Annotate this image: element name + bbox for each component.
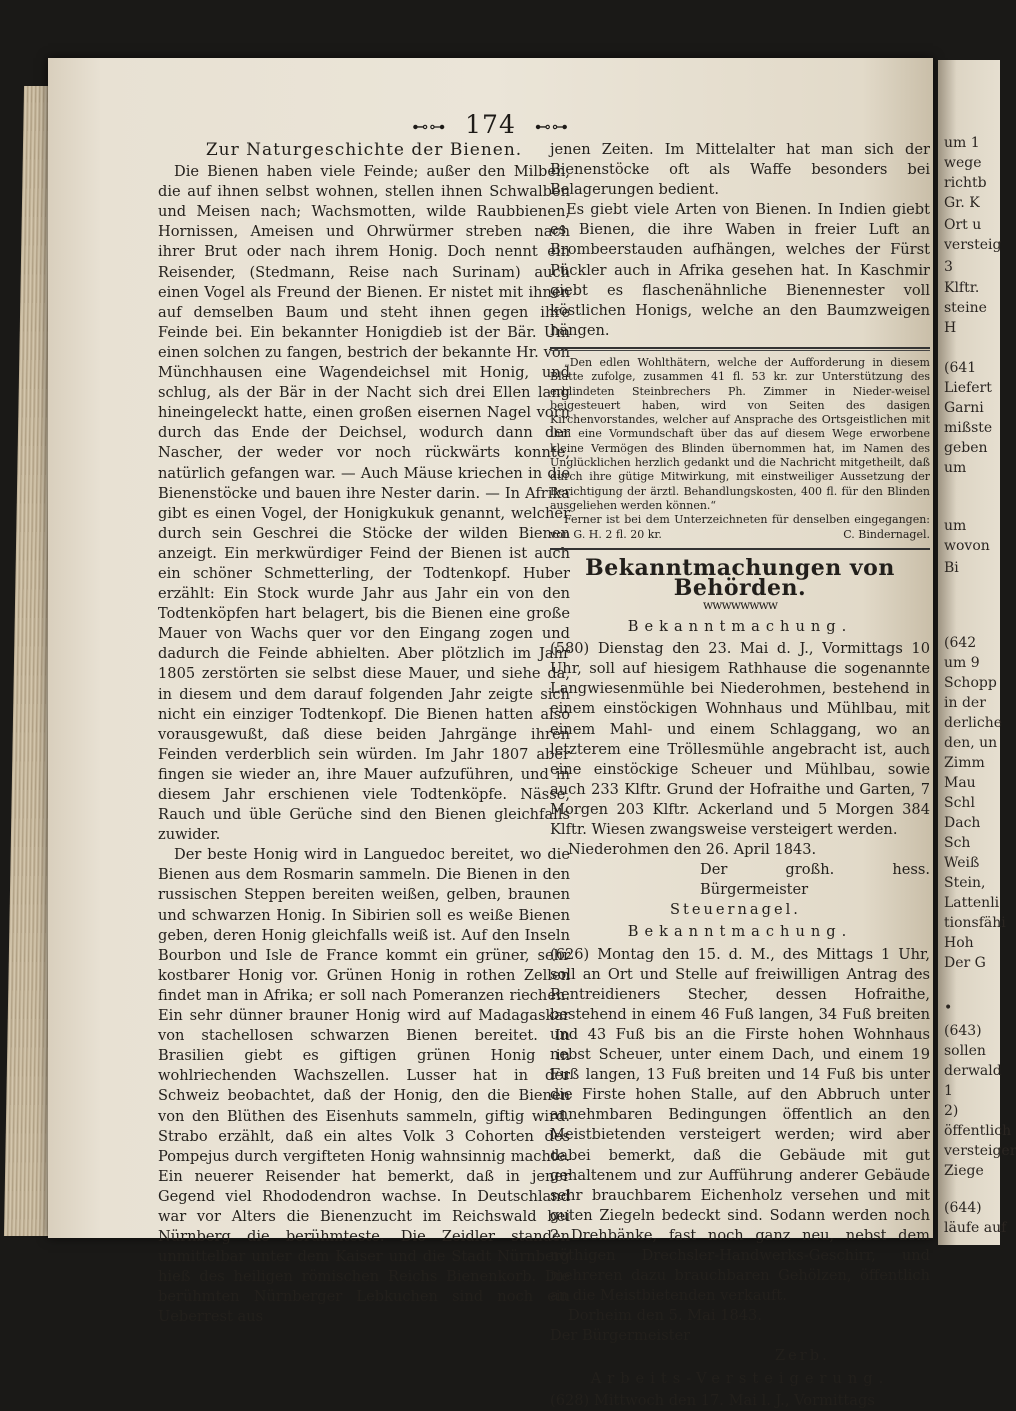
adjacent-page-fragment: Gr. K bbox=[944, 195, 980, 211]
announcement-place-date: Dorheim den 5. Mai 1843. bbox=[568, 1307, 762, 1325]
adjacent-page-fragment: Ziege bbox=[944, 1163, 984, 1179]
donation-notice bbox=[550, 513, 930, 542]
adjacent-page-edge bbox=[938, 60, 1016, 1245]
section-title: Bekanntmachungen von Behörden. bbox=[585, 554, 895, 601]
thanks-notice: „Den edlen Wohlthätern, welche der Aufforderung in diesem Blatte zufolge, zusammen 41 fl. 53 kr. zur Unterstützung des erblindeten Steinbrechers Ph. Zimmer in Nieder-weisel beigesteuert haben, wird von Seiten des dasigen Kirchenvorstandes, welcher auf Ansprache des Ortsgeistlichen mit ihm eine Vormundschaft über das auf diesem Wege erworbene kleine Vermögen des Blinden übernommen hat, im Namen des Unglücklichen herzlich gedankt und die Nachricht mitgetheilt, daß durch ihre gütige Mitwirkung, mit einstweiliger Aussetzung der Berichtigung der ärztl. Behandlungskosten, 400 fl. für den Blinden ausgeliehen werden können.“ bbox=[550, 355, 930, 512]
article-paragraph-2: Der beste Honig wird in Languedoc bereitet, wo die Bienen aus dem Rosmarin sammeln. Die Bienen in den russischen Steppen bereiten weißen, gelben, braunen und schwarzen Honig. In Sibirien soll es weiße Bienen geben, deren Honig gleichfalls weiß ist. Auf den Inseln Bourbon und Isle de France kommt ein grüner, sehr kostbarer Honig vor. Grünen Honig in rothen Zellen findet man in Afrika; er soll nach Pomeranzen riechen. Ein sehr dünner brauner Honig wird auf Madagaskar von stachellosen schwarzen Bienen bereitet. In Brasilien giebt es giftigen grünen Honig in wohlriechenden Wachszellen. Lusser hat in der Schweiz beobachtet, daß der Honig, den die Bienen von den Blüthen des Eisenhuts sammeln, giftig wird. Strabo erzählt, daß ein altes Volk 3 Cohorten des Pompejus durch vergifteten Honig wahnsinnig machte. Ein neuerer Reisender hat bemerkt, daß in jener Gegend viel Rhododendron wachse. In Deutschland war vor Alters die Bienenzucht im Reichswald bei Nürnberg die berühmteste. Die Zeidler standen unmittelbar unter dem Kaiser und die Stadt Nürnberg hieß des heiligen römischen Reichs Bienenkorb. Die berühmten Nürnberger Lebkuchen sind noch ein Ueberrest aus bbox=[158, 846, 570, 1326]
announcement-signatory-name: Zerb. bbox=[775, 1347, 830, 1365]
adjacent-page-fragment: Stein, bbox=[944, 875, 986, 891]
announcement-626 bbox=[550, 922, 930, 1366]
adjacent-page-fragment: um 1 bbox=[944, 135, 980, 151]
divider-rule bbox=[550, 347, 930, 349]
header-ornament-right: ⊷⊶ bbox=[534, 117, 569, 136]
divider-rule-thin bbox=[550, 350, 930, 351]
announcement-signatory-title: Der Bürgermeister bbox=[550, 1327, 691, 1345]
adjacent-page-fragment: (642 bbox=[944, 635, 977, 651]
adjacent-page-fragment: Lattenli bbox=[944, 895, 1000, 911]
announcement-628 bbox=[550, 1369, 930, 1411]
adjacent-page-fragment: derwald bbox=[944, 1063, 1002, 1079]
adjacent-page-fragment: (643) bbox=[944, 1023, 982, 1039]
adjacent-page-fragment: sollen bbox=[944, 1043, 986, 1059]
adjacent-page-fragment: Mau bbox=[944, 775, 976, 791]
announcement-signatory-title: Der großh. hess. Bürgermeister bbox=[700, 861, 930, 899]
section-wave-ornament: wwwwwwww bbox=[702, 597, 778, 612]
adjacent-page-fragment: • bbox=[944, 1000, 953, 1016]
adjacent-page-fragment: 1 bbox=[944, 1083, 953, 1099]
adjacent-page-fragment: derliche bbox=[944, 715, 1003, 731]
adjacent-page-fragment: Weiß bbox=[944, 855, 980, 871]
adjacent-page-fragment: den, un bbox=[944, 735, 998, 751]
right-column bbox=[550, 140, 930, 1411]
adjacent-page-fragment: Sch bbox=[944, 835, 971, 851]
notice-signature: C. Bindernagel. bbox=[843, 527, 930, 541]
adjacent-page-fragment: steine bbox=[944, 300, 987, 316]
adjacent-page-fragment: (641 bbox=[944, 360, 977, 376]
adjacent-page-fragment: H bbox=[944, 320, 957, 336]
adjacent-page-fragment: wovon bbox=[944, 538, 990, 554]
adjacent-page-fragment: Klftr. bbox=[944, 280, 980, 296]
adjacent-page-fragment: 3 bbox=[944, 259, 953, 275]
announcement-body: (626) Montag den 15. d. M., des Mittags 1 Uhr, soll an Ort und Stelle auf freiwilligen Antrag des Rentreidieners Stecher, dessen Hofraithe, bestehend in einem 46 Fuß langen, 34 Fuß breiten und 43 Fuß bis an die Firste hohen Wohnhaus nebst Scheuer, unter einem Dach, und einem 19 Fuß langen, 13 Fuß breiten und 14 Fuß bis unter die Firste hohen Stalle, auf den Abbruch unter annehmbaren Bedingungen öffentlich an den Meistbietenden versteigert werden; wird aber dabei bemerkt, daß die Gebäude mit gut gehaltenem und zur Aufführung anderer Gebäude sehr brauchbarem Eichenholz versehen und mit guten Ziegeln bedeckt sind. Sodann werden noch 2 Drehbänke, fast noch ganz neu, nebst dem nöthigen Drechsler-Handwerks-Geschirr, und mehreren dazu brauchbaren Gehölzen, öffentlich an die Meistbietenden verkauft. bbox=[550, 945, 930, 1305]
adjacent-page-fragment: in der bbox=[944, 695, 986, 711]
article-title: Zur Naturgeschichte der Bienen. bbox=[205, 140, 523, 160]
announcement-body: (628) Mittwoch den 17. Mai l. J., Vormittags bbox=[550, 1391, 875, 1409]
donation-text: Ferner ist bei dem Unterzeichneten für denselben eingegangen: von G. H. 2 fl. 20 kr. bbox=[550, 513, 930, 541]
adjacent-page-fragment: läufe auf bbox=[944, 1220, 1007, 1236]
adjacent-page-fragment: Garni bbox=[944, 400, 984, 416]
left-column bbox=[158, 140, 570, 1328]
adjacent-page-fragment: versteig bbox=[944, 237, 1002, 253]
announcement-heading: Bekanntmachung. bbox=[627, 923, 853, 941]
announcement-body: (580) Dienstag den 23. Mai d. J., Vormittags 10 Uhr, soll auf hiesigem Rathhause die sogenannte Langwiesenmühle bei Niederohmen, bestehend in einem einstöckigen Wohnhaus und Mühlbau, mit einem Mahl- und einem Schlaggang, wo an letzterem eine Tröllesmühle angebracht ist, auch eine einstöckige Scheuer und Mühlbau, sowie auch 233 Klftr. Grund der Hofraithe und Garten, 7 Morgen 203 Klftr. Ackerland und 5 Morgen 384 Klftr. Wiesen zwangsweise versteigert werden. bbox=[550, 640, 930, 839]
adjacent-page-fragment: Schopp bbox=[944, 675, 997, 691]
article-paragraph-1: Die Bienen haben viele Feinde; außer den Milben, die auf ihnen selbst wohnen, stellen ihnen Schwalben und Meisen nach; Wachsmotten, wilde Raubbienen, Hornissen, Ameisen und Ohrwürmer streben nach ihrer Brut oder nach ihrem Honig. Doch nennt ein Reisender, (Stedmann, Reise nach Surinam) auch einen Vogel als Freund der Bienen. Er nistet mit ihnen auf demselben Baum und steht ihnen gegen ihre Feinde bei. Ein bekannter Honigdieb ist der Bär. Um einen solchen zu fangen, bestrich der bekannte Hr. von Münchhausen eine Wagendeichsel mit Honig, und schlug, als der Bär in der Nacht sich drei Ellen lang hineingeleckt hatte, einen großen eisernen Nagel vorn durch das Ende der Deichsel, wodurch dann der Nascher, der weder vor noch rückwärts konnte, natürlich gefangen war. — Auch Mäuse kriechen in die Bienenstöcke und bauen ihre Nester darin. — In Afrika gibt es einen Vogel, der Honigkukuk genannt, welcher durch sein Geschrei die Stöcke der wilden Bienen anzeigt. Ein merkwürdiger Feind der Bienen ist auch ein schöner Schmetterling, der Todtenkopf. Huber erzählt: Ein Stock wurde Jahr aus Jahr ein von den Todtenköpfen hart belagert, bis die Bienen eine große Mauer von Wachs quer vor den Eingang zogen und dadurch die Feinde abhielten. Aber plötzlich im Jahr 1805 zerstörten sie selbst diese Mauer, und siehe da, in diesem und dem darauf folgenden Jahr zeigte sich nicht ein einziger Todtenkopf. Die Bienen hatten also vorausgewußt, daß diese beiden Jahrgänge ihren Feinden verderblich sein würden. Im Jahr 1807 aber fingen sie wieder an, ihre Mauer aufzuführen, und in diesem Jahr erschienen viele Todtenköpfe. Nässe, Rauch und üble Gerüche sind den Bienen gleichfalls zuwider. bbox=[158, 163, 570, 844]
adjacent-page-fragment: richtb bbox=[944, 175, 987, 191]
announcement-place-date: Niederohmen den 26. April 1843. bbox=[568, 841, 817, 859]
article-continuation: jenen Zeiten. Im Mittelalter hat man sich der Bienenstöcke oft als Waffe besonders bei Belagerungen bedient. bbox=[550, 141, 930, 199]
adjacent-page-fragment: Ort u bbox=[944, 217, 982, 233]
adjacent-page-fragment: um bbox=[944, 460, 967, 476]
adjacent-page-fragment: 2) bbox=[944, 1103, 959, 1119]
divider-rule-2 bbox=[550, 548, 930, 550]
announcement-heading: Arbeits-Versteigerung. bbox=[590, 1369, 890, 1387]
adjacent-page-fragment: Dach bbox=[944, 815, 981, 831]
adjacent-page-fragment: geben bbox=[944, 440, 988, 456]
article-paragraph-3: Es giebt viele Arten von Bienen. In Indien giebt es Bienen, die ihre Waben in freier Luft an Brombeerstauden aufhängen, welches der Fürst Pückler auch in Afrika gesehen hat. In Kaschmir giebt es flaschenähnliche Bienennester voll köstlichen Honigs, welche an den Baumzweigen hängen. bbox=[550, 201, 930, 339]
adjacent-page-fragment: um bbox=[944, 518, 967, 534]
adjacent-page-fragment: mißste bbox=[944, 420, 993, 436]
adjacent-page-fragment: Hoh bbox=[944, 935, 974, 951]
page-number: 174 bbox=[465, 110, 516, 139]
announcement-580 bbox=[550, 617, 930, 920]
adjacent-page-fragment: Bi bbox=[944, 560, 959, 576]
adjacent-page-fragment: wege bbox=[944, 155, 982, 171]
announcement-signatory-name: Steuernagel. bbox=[670, 901, 801, 919]
header-ornament-left: ⊷⊶ bbox=[412, 117, 447, 136]
adjacent-page-fragment: Liefert bbox=[944, 380, 992, 396]
adjacent-page-fragment: Schl bbox=[944, 795, 975, 811]
adjacent-page-fragment: (644) bbox=[944, 1200, 982, 1216]
announcement-heading: Bekanntmachung. bbox=[627, 618, 853, 636]
book-page bbox=[48, 58, 933, 1409]
adjacent-page-fragment: um 9 bbox=[944, 655, 980, 671]
adjacent-page-fragment: tionsfähi bbox=[944, 915, 1006, 931]
adjacent-page-fragment: Zimm bbox=[944, 755, 985, 771]
adjacent-page-fragment: Der G bbox=[944, 955, 986, 971]
page-header bbox=[48, 110, 933, 139]
adjacent-page-fragment: öffentlich bbox=[944, 1123, 1012, 1139]
adjacent-page-fragment: versteiger bbox=[944, 1143, 1016, 1159]
